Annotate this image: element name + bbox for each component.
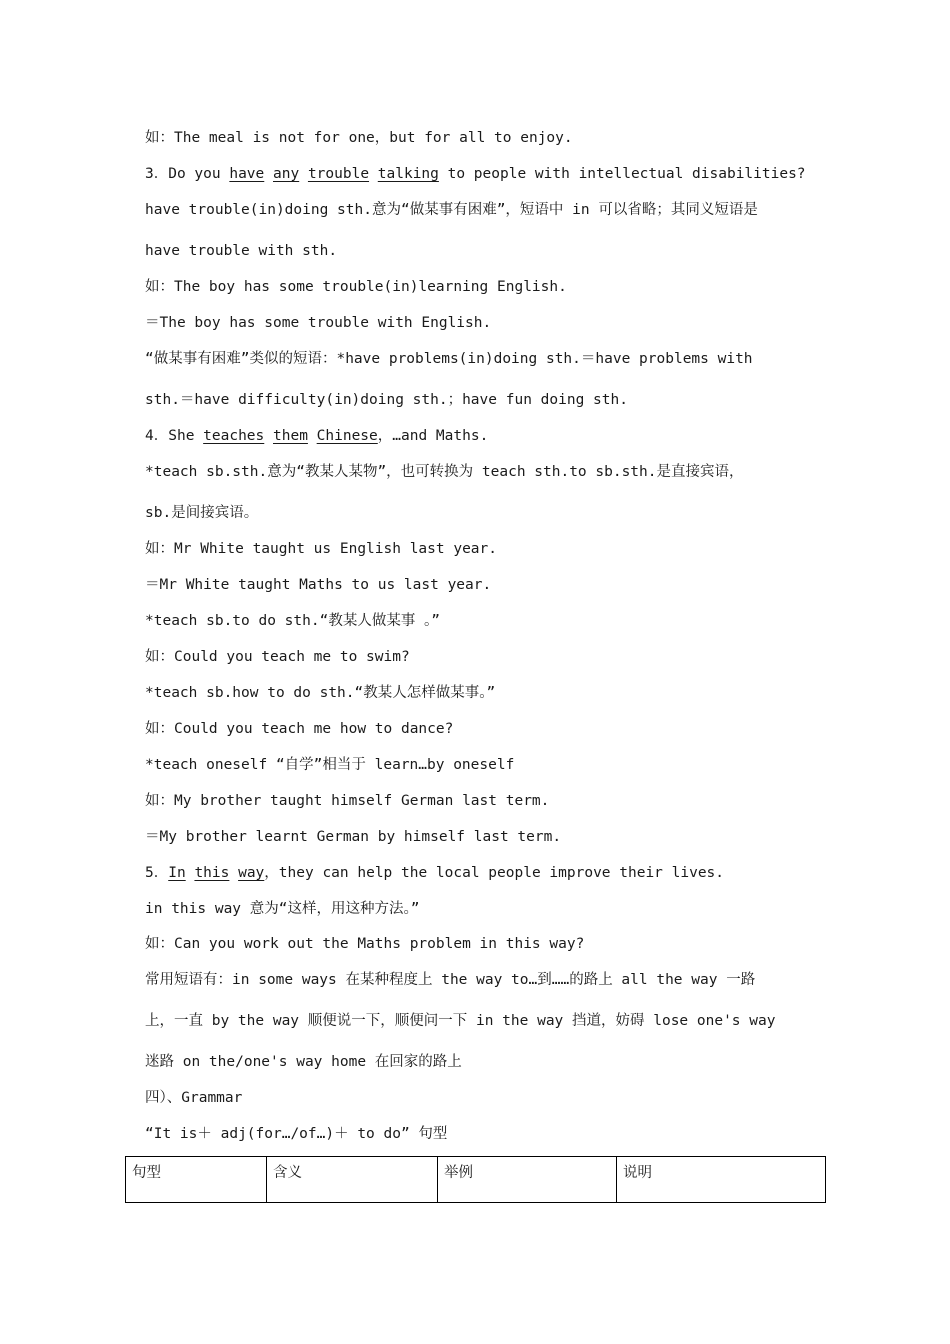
explanation-line: *teach sb.sth.意为“教某人某物”，也可转换为 teach sth.to sb.sth.是直接宾语， — [145, 464, 744, 480]
table-header-cell: 举例 — [438, 1157, 617, 1203]
underlined-word: them — [273, 428, 308, 444]
example-line: 如：Could you teach me to swim? — [145, 649, 410, 665]
sentence-start: 5． — [145, 865, 169, 881]
explanation-line: *teach sb.to do sth.“教某人做某事 。” — [145, 613, 441, 629]
underlined-word: have — [229, 166, 265, 182]
phrase-list-line: 迷路 on the/one's way home 在回家的路上 — [145, 1054, 462, 1070]
underlined-word: Chinese — [316, 428, 378, 444]
example-line: ＝The boy has some trouble with English. — [145, 315, 492, 331]
table-header-cell: 含义 — [267, 1157, 438, 1203]
explanation-line: have trouble with sth. — [145, 243, 338, 259]
sentence-end: ，…and Maths. — [377, 428, 489, 444]
explanation-line: “做某事有困难”类似的短语：*have problems(in)doing sth.＝have problems with — [145, 351, 753, 367]
example-line: 如：Can you work out the Maths problem in this way? — [145, 936, 585, 952]
underlined-word: In — [168, 865, 186, 881]
sentence-start: 3．Do you — [145, 166, 230, 182]
underlined-word: teaches — [203, 428, 265, 444]
underlined-word: any — [273, 166, 300, 182]
example-line: ＝My brother learnt German by himself last term. — [145, 829, 562, 845]
example-line: 如：Mr White taught us English last year. — [145, 541, 498, 557]
sentence-end: ，they can help the local people improve their lives. — [264, 865, 725, 881]
sentence-start: 4．She — [145, 428, 204, 444]
sentence-end: to people with intellectual disabilities? — [438, 166, 806, 182]
underlined-word: way — [238, 865, 265, 881]
explanation-line: in this way 意为“这样，用这种方法。” — [145, 901, 420, 917]
grammar-pattern-title: “It is＋ adj(for…/of…)＋ to do” 句型 — [145, 1126, 448, 1142]
item-5-sentence — [145, 863, 724, 883]
table-header-cell: 句型 — [126, 1157, 267, 1203]
explanation-line: have trouble(in)doing sth.意为“做某事有困难”，短语中 in 可以省略；其同义短语是 — [145, 202, 758, 218]
underlined-word: trouble — [307, 166, 370, 182]
phrase-list-line: 上，一直 by the way 顺便说一下，顺便问一下 in the way 挡道，妨碍 lose one's way — [145, 1013, 776, 1029]
underlined-word: talking — [377, 166, 439, 182]
phrase-list-line: 常用短语有：in some ways 在某种程度上 the way to…到……的路上 all the way 一路 — [145, 972, 756, 988]
underlined-word: this — [194, 865, 230, 881]
table-header-row — [126, 1157, 826, 1203]
example-line: 如：Could you teach me how to dance? — [145, 721, 454, 737]
grammar-table — [125, 1156, 826, 1203]
section-heading: 四）、Grammar — [145, 1090, 243, 1106]
table-header-cell: 说明 — [617, 1157, 826, 1203]
example-line: 如：My brother taught himself German last term. — [145, 793, 550, 809]
explanation-line: sth.＝have difficulty(in)doing sth.；have fun doing sth. — [145, 392, 628, 408]
explanation-line: *teach sb.how to do sth.“教某人怎样做某事。” — [145, 685, 496, 701]
explanation-line: sb.是间接宾语。 — [145, 505, 259, 521]
item-4-sentence — [145, 426, 488, 446]
explanation-line: *teach oneself “自学”相当于 learn…by oneself — [145, 757, 515, 773]
example-line: 如：The boy has some trouble(in)learning English. — [145, 279, 567, 295]
example-line: 如：The meal is not for one，but for all to enjoy. — [145, 130, 573, 146]
item-3-sentence — [145, 164, 806, 184]
example-line: ＝Mr White taught Maths to us last year. — [145, 577, 492, 593]
